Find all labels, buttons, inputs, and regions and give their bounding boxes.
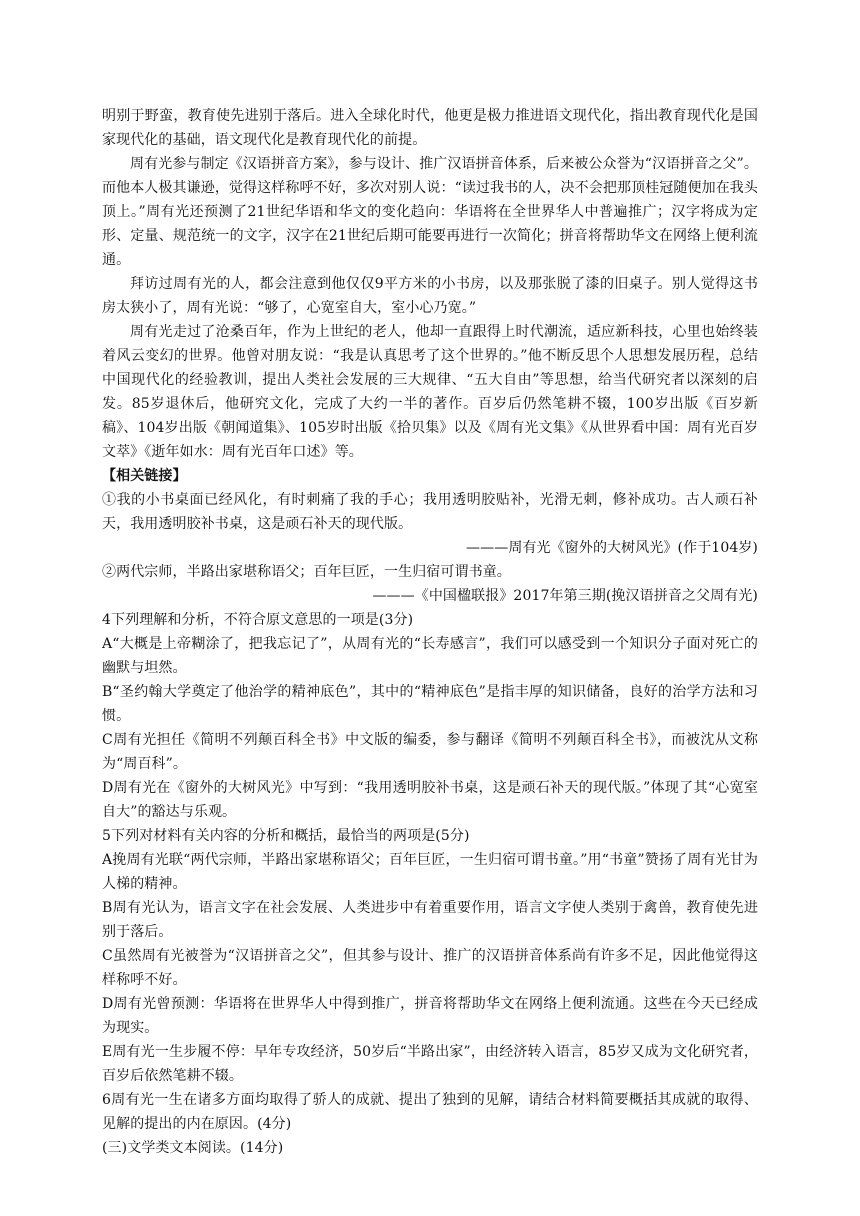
question-4-option-d: D周有光在《窗外的大树风光》中写到：“我用透明胶补书桌，这是顽石补天的现代版。”体现了其“心宽室自大”的豁达与乐观。 (102, 780, 758, 820)
question-4-option-a: A“大概是上帝糊涂了，把我忘记了”，从周有光的“长寿感言”，我们可以感受到一个知识分子面对死亡的幽默与坦然。 (102, 636, 758, 676)
passage-paragraph: 周有光走过了沧桑百年，作为上世纪的老人，他却一直跟得上时代潮流，适应新科技，心里也始终装着风云变幻的世界。他曾对朋友说：“我是认真思考了这个世界的。”他不断反思个人思想发展历程，总结中国现代化的经验教训，提出人类社会发展的三大规律、“五大自由”等思想，给当代研究者以深刻的启发。85岁退休后，他研究文化，完成了大约一半的著作。百岁后仍然笔耕不辍，100岁出版《百岁新稿》、104岁出版《朝闻道集》、105岁时出版《拾贝集》以及《周有光文集》《从世界看中国：周有光百岁文萃》《逝年如水：周有光百年口述》等。 (102, 324, 758, 460)
question-4-option-b: B“圣约翰大学奠定了他治学的精神底色”，其中的“精神底色”是指丰厚的知识储备，良好的治学方法和习惯。 (102, 684, 758, 724)
question-5-option-b: B周有光认为，语言文字在社会发展、人类进步中有着重要作用，语言文字使人类别于禽兽，教育使先进别于落后。 (102, 900, 758, 940)
question-5-option-e: E周有光一生步履不停：早年专攻经济，50岁后“半路出家”，由经济转入语言，85岁又成为文化研究者，百岁后依然笔耕不辍。 (102, 1044, 758, 1084)
document-content (102, 104, 758, 1160)
question-6-stem: 6周有光一生在诸多方面均取得了骄人的成就、提出了独到的见解，请结合材料简要概括其成就的取得、见解的提出的内在原因。(4分) (102, 1092, 758, 1132)
question-4-stem: 4下列理解和分析，不符合原文意思的一项是(3分) (102, 612, 414, 628)
related-item-source: ———《中国楹联报》2017年第三期(挽汉语拼音之父周有光) (372, 588, 758, 604)
section-heading: (三)文学类文本阅读。(14分) (102, 1140, 284, 1156)
related-links-heading: 【相关链接】 (102, 468, 187, 484)
related-item: ②两代宗师，半路出家堪称语父；百年巨匠，一生归宿可谓书童。 (102, 564, 511, 580)
question-5-option-a: A挽周有光联“两代宗师，半路出家堪称语父；百年巨匠，一生归宿可谓书童。”用“书童”赞扬了周有光甘为人梯的精神。 (102, 852, 758, 892)
passage-paragraph: 周有光参与制定《汉语拼音方案》，参与设计、推广汉语拼音体系，后来被公众誉为“汉语拼音之父”。而他本人极其谦逊，觉得这样称呼不好，多次对别人说：“读过我书的人，决不会把那顶桂冠随便加在我头顶上。”周有光还预测了21世纪华语和华文的变化趋向：华语将在全世界华人中普遍推广；汉字将成为定形、定量、规范统一的文字，汉字在21世纪后期可能要再进行一次简化；拼音将帮助华文在网络上便利流通。 (102, 156, 758, 268)
question-4-option-c: C周有光担任《简明不列颠百科全书》中文版的编委，参与翻译《简明不列颠百科全书》，而被沈从文称为“周百科”。 (102, 732, 758, 772)
question-5-option-c: C虽然周有光被誉为“汉语拼音之父”，但其参与设计、推广的汉语拼音体系尚有许多不足，因此他觉得这样称呼不好。 (102, 948, 758, 988)
related-item: ①我的小书桌面已经风化，有时刺痛了我的手心；我用透明胶贴补，光滑无刺，修补成功。古人顽石补天，我用透明胶补书桌，这是顽石补天的现代版。 (102, 492, 758, 532)
question-5-option-d: D周有光曾预测：华语将在世界华人中得到推广，拼音将帮助华文在网络上便利流通。这些在今天已经成为现实。 (102, 996, 758, 1036)
passage-paragraph: 拜访过周有光的人，都会注意到他仅仅9平方米的小书房，以及那张脱了漆的旧桌子。别人觉得这书房太狭小了，周有光说：“够了，心宽室自大，室小心乃宽。” (102, 276, 758, 316)
question-5-stem: 5下列对材料有关内容的分析和概括，最恰当的两项是(5分) (102, 828, 470, 844)
related-item-source: ———周有光《窗外的大树风光》(作于104岁) (466, 540, 758, 556)
passage-paragraph: 明别于野蛮，教育使先进别于落后。进入全球化时代，他更是极力推进语文现代化，指出教育现代化是国家现代化的基础，语文现代化是教育现代化的前提。 (102, 108, 758, 148)
